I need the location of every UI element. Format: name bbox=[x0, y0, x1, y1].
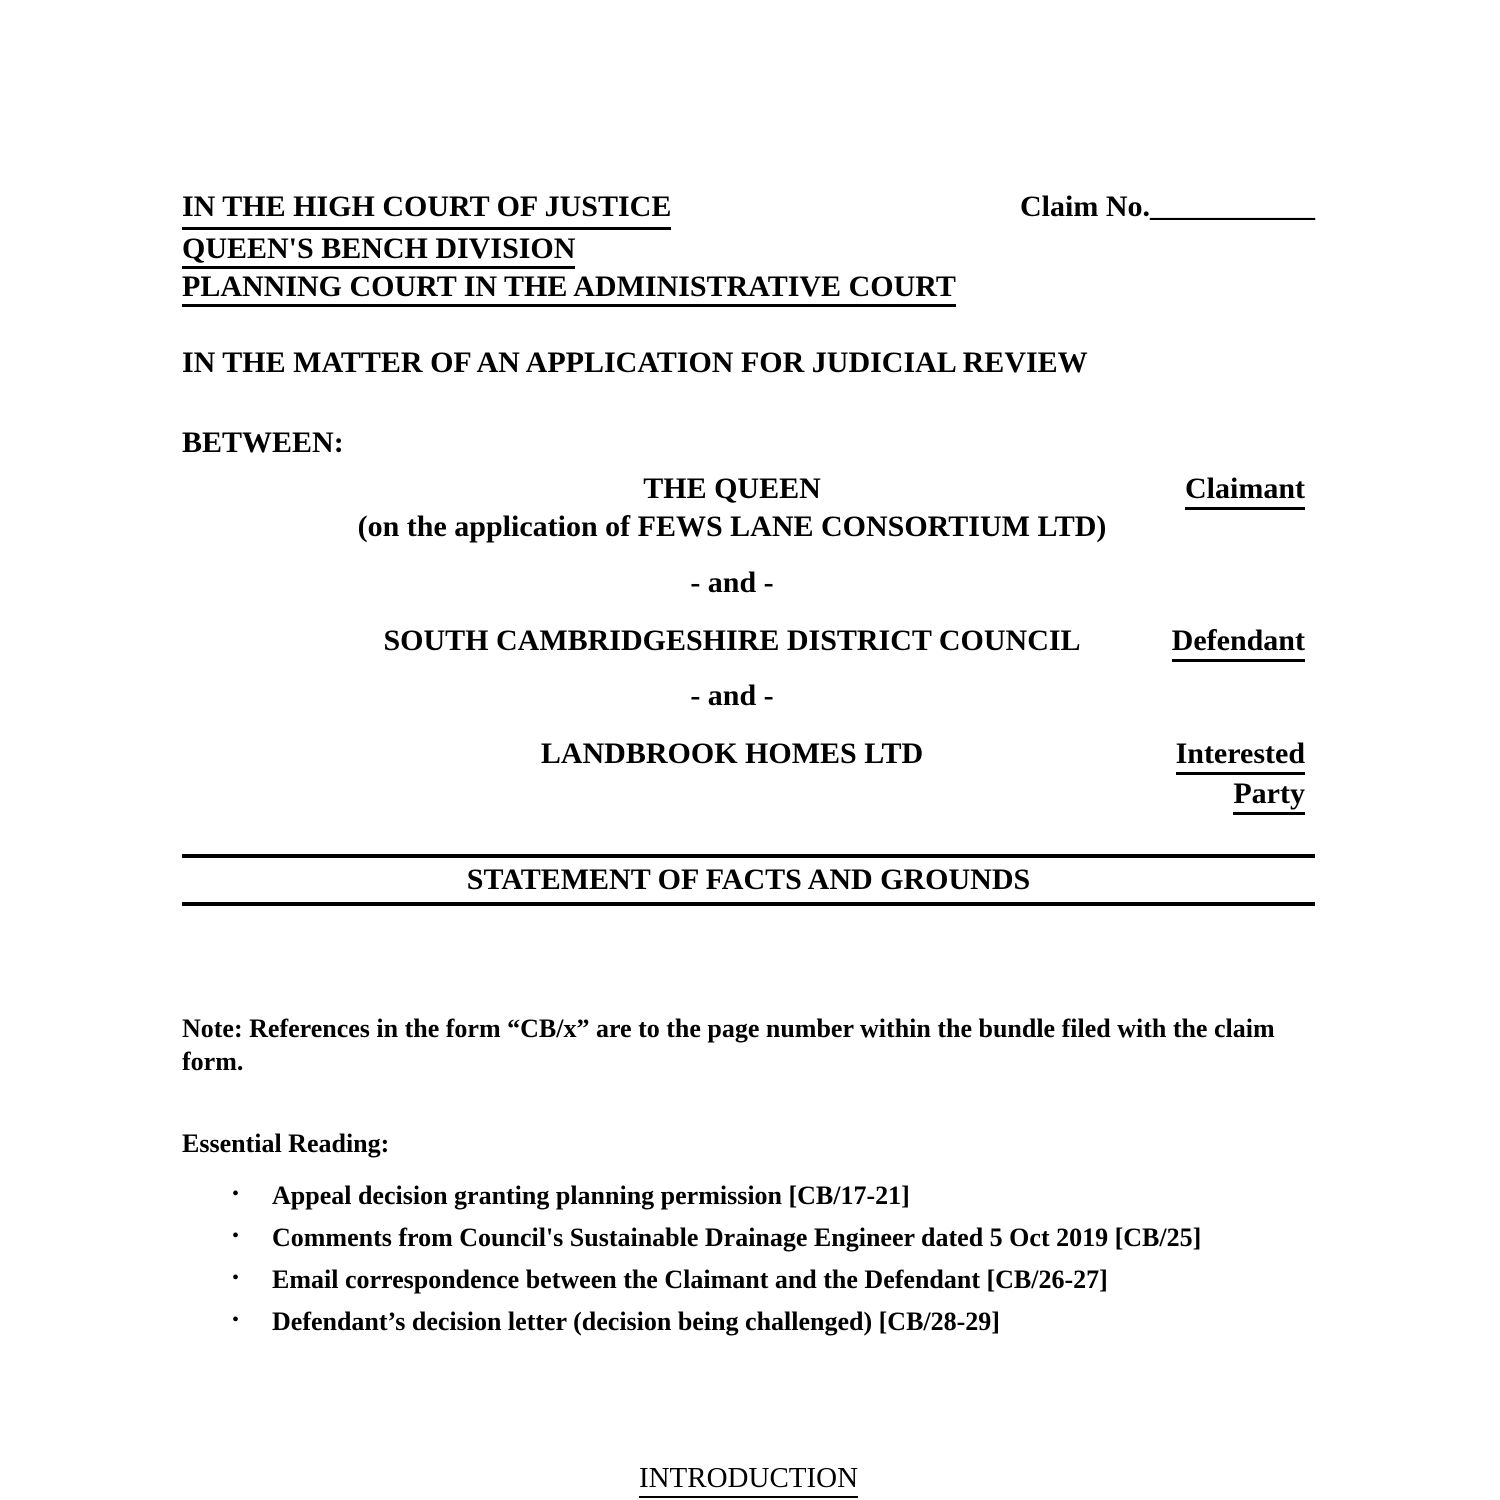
court-name-line-3: PLANNING COURT IN THE ADMINISTRATIVE COURT bbox=[182, 270, 956, 307]
court-name-line-2: QUEEN'S BENCH DIVISION bbox=[182, 232, 575, 269]
claim-number-field bbox=[1020, 188, 1315, 226]
bullet-icon: • bbox=[232, 1225, 240, 1247]
list-item bbox=[182, 1305, 1315, 1338]
interested-party-name: LANDBROOK HOMES LTD bbox=[540, 737, 924, 770]
section-heading-text: INTRODUCTION bbox=[639, 1462, 858, 1498]
interested-party-role bbox=[1176, 735, 1305, 815]
court-planning-row bbox=[182, 268, 1315, 306]
essential-reading-item-2: Comments from Council's Sustainable Drainage Engineer dated 5 Oct 2019 [CB/25] bbox=[272, 1223, 1202, 1252]
party-interested bbox=[182, 735, 1315, 810]
claimant-name bbox=[182, 470, 1282, 546]
document-content bbox=[182, 188, 1315, 1495]
list-item bbox=[182, 1179, 1315, 1212]
document-title: STATEMENT OF FACTS AND GROUNDS bbox=[466, 863, 1031, 896]
section-heading-introduction bbox=[182, 1462, 1315, 1495]
defendant-role bbox=[1172, 622, 1305, 662]
bullet-icon: • bbox=[232, 1309, 240, 1331]
defendant-role-label: Defendant bbox=[1172, 624, 1305, 662]
and-separator-1 bbox=[182, 564, 1315, 602]
court-name-line-1: IN THE HIGH COURT OF JUSTICE bbox=[182, 188, 671, 230]
essential-reading-item-3: Email correspondence between the Claimant and the Defendant [CB/26-27] bbox=[272, 1265, 1108, 1294]
document-title-banner bbox=[182, 854, 1315, 906]
court-division-row bbox=[182, 230, 1315, 268]
essential-reading-list bbox=[182, 1179, 1315, 1338]
bullet-icon: • bbox=[232, 1267, 240, 1289]
claim-number-blank: ___________ bbox=[1150, 190, 1315, 223]
claim-number-label: Claim No. bbox=[1020, 190, 1150, 223]
and-separator-2-text: - and - bbox=[690, 679, 774, 712]
defendant-name: SOUTH CAMBRIDGESHIRE DISTRICT COUNCIL bbox=[383, 624, 1081, 657]
essential-reading-item-4: Defendant’s decision letter (decision being challenged) [CB/28-29] bbox=[272, 1307, 1000, 1336]
claimant-name-line-1: THE QUEEN bbox=[643, 472, 821, 505]
list-item bbox=[182, 1221, 1315, 1254]
essential-reading-label: Essential Reading: bbox=[182, 1129, 390, 1158]
list-item bbox=[182, 1263, 1315, 1296]
party-claimant bbox=[182, 470, 1315, 546]
interested-party-role-line-1: Interested bbox=[1176, 737, 1305, 775]
party-defendant bbox=[182, 622, 1315, 660]
claimant-name-line-2: (on the application of FEWS LANE CONSORTIUM LTD) bbox=[357, 510, 1107, 543]
claimant-role-label: Claimant bbox=[1185, 472, 1305, 510]
between-label: BETWEEN: bbox=[182, 426, 344, 459]
reference-note: Note: References in the form “CB/x” are to the page number within the bundle filed with the claim form. bbox=[182, 1014, 1275, 1076]
court-header-row bbox=[182, 188, 1315, 230]
and-separator-1-text: - and - bbox=[690, 566, 774, 599]
and-separator-2 bbox=[182, 677, 1315, 715]
essential-reading-item-1: Appeal decision granting planning permission [CB/17-21] bbox=[272, 1181, 910, 1210]
claimant-role bbox=[1185, 470, 1305, 510]
interested-party-role-line-2: Party bbox=[1233, 777, 1305, 815]
bullet-icon: • bbox=[232, 1183, 240, 1205]
matter-line: IN THE MATTER OF AN APPLICATION FOR JUDICIAL REVIEW bbox=[182, 346, 1088, 379]
